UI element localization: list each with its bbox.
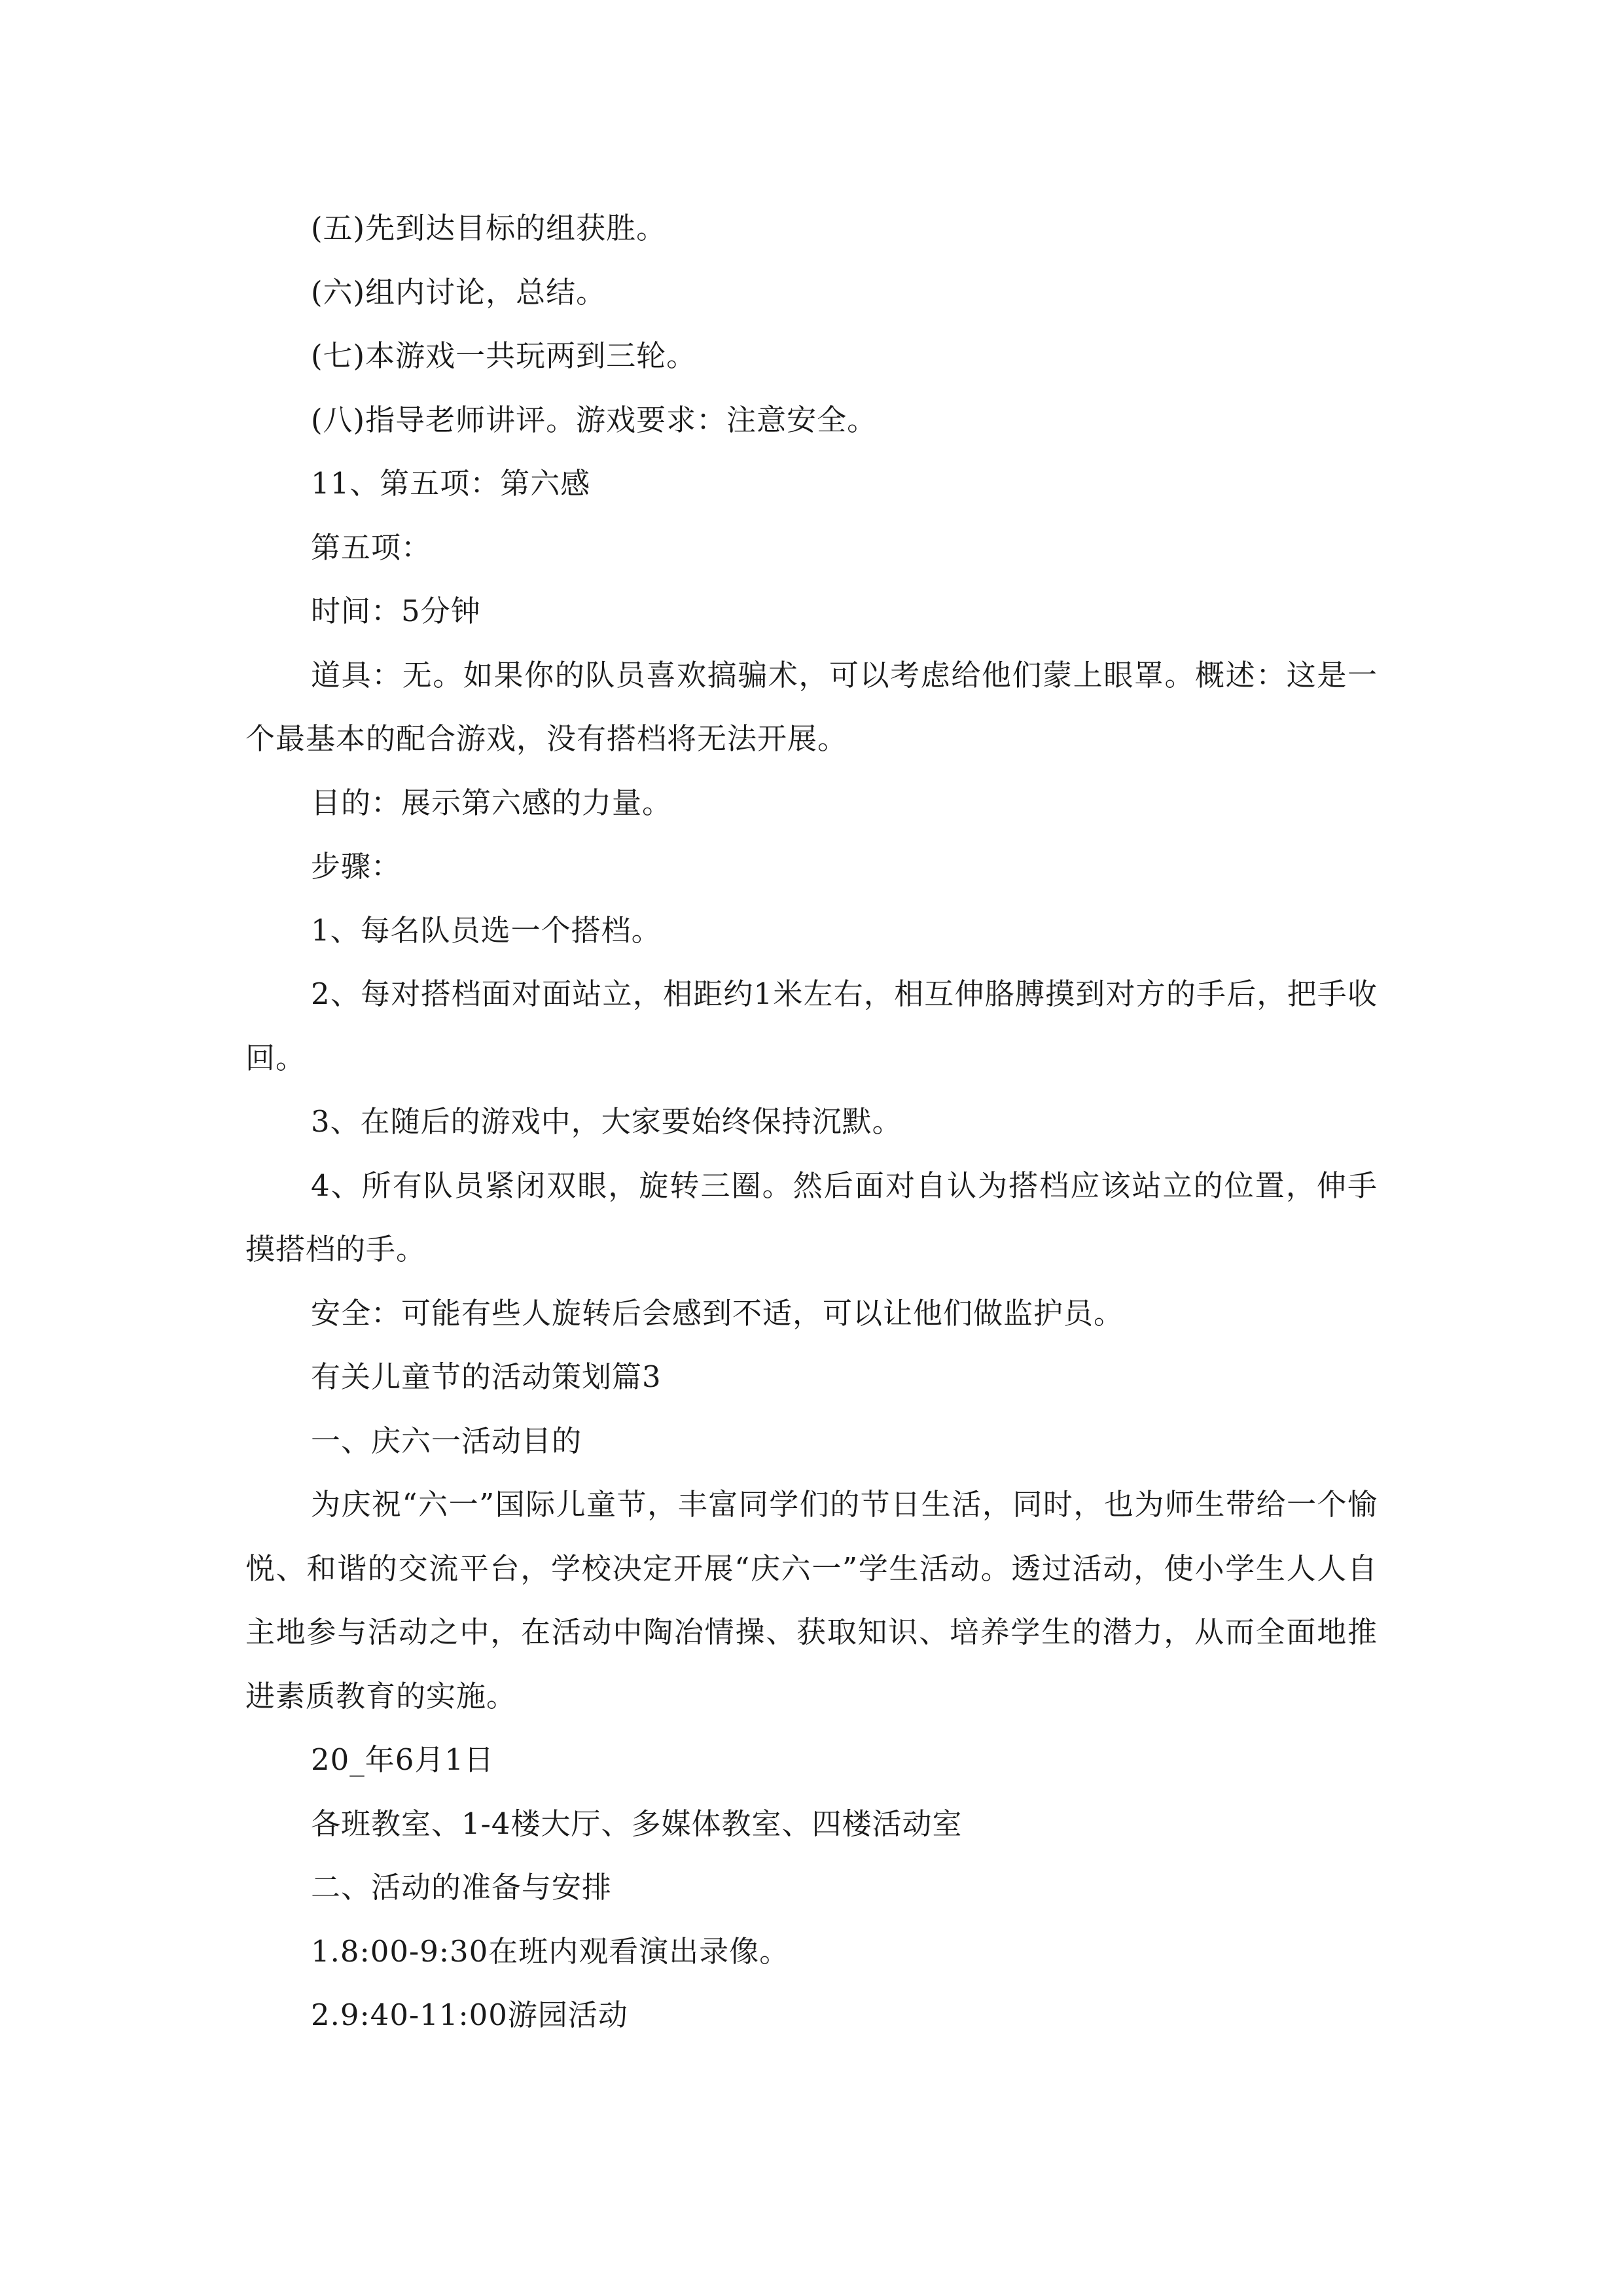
paragraph: 20_年6月1日 <box>311 1742 495 1777</box>
paragraph: 为庆祝“六一”国际儿童节，丰富同学们的节日生活，同时，也为师生带给一个愉悦、和谐的交流平台，学校决定开展“庆六一”学生活动。透过活动，使小学生人人自主地参与活动之中，在活动中陶冶情操、获取知识、培养学生的潜力，从而全面地推进素质教育的实施。 <box>245 1487 1378 1713</box>
list-item: 1、每名队员选一个搭档。 <box>311 912 662 948</box>
section-heading: 有关儿童节的活动策划篇3 <box>311 1359 662 1394</box>
document-body <box>245 196 1378 2047</box>
list-item: 4、所有队员紧闭双眼，旋转三圈。然后面对自认为搭档应该站立的位置，伸手摸搭档的手。 <box>245 1168 1378 1266</box>
list-item: 1.8:00-9:30在班内观看演出录像。 <box>311 1933 790 1969</box>
list-item: 2.9:40-11:00游园活动 <box>311 1998 628 2032</box>
paragraph: 第五项： <box>311 529 432 565</box>
paragraph: 时间：5分钟 <box>311 594 481 628</box>
paragraph: 安全：可能有些人旋转后会感到不适，可以让他们做监护员。 <box>311 1295 1124 1331</box>
paragraph: (五)先到达目标的组获胜。 <box>311 211 667 245</box>
paragraph: 步骤： <box>311 849 402 884</box>
section-heading: 一、庆六一活动目的 <box>311 1423 582 1458</box>
paragraph: 道具：无。如果你的队员喜欢搞骗术，可以考虑给他们蒙上眼罩。概述：这是一个最基本的配合游戏，没有搭档将无法开展。 <box>245 657 1378 756</box>
section-heading: 11、第五项：第六感 <box>311 466 591 501</box>
paragraph: (七)本游戏一共玩两到三轮。 <box>311 338 697 373</box>
list-item: 2、每对搭档面对面站立，相距约1米左右，相互伸胳膊摸到对方的手后，把手收回。 <box>245 977 1378 1075</box>
paragraph: 目的：展示第六感的力量。 <box>311 785 673 820</box>
paragraph: (六)组内讨论，总结。 <box>311 274 607 310</box>
paragraph: (八)指导老师讲评。游戏要求：注意安全。 <box>311 402 878 437</box>
section-heading: 二、活动的准备与安排 <box>311 1870 613 1905</box>
paragraph: 各班教室、1-4楼大厅、多媒体教室、四楼活动室 <box>311 1806 963 1841</box>
list-item: 3、在随后的游戏中，大家要始终保持沉默。 <box>311 1104 902 1139</box>
